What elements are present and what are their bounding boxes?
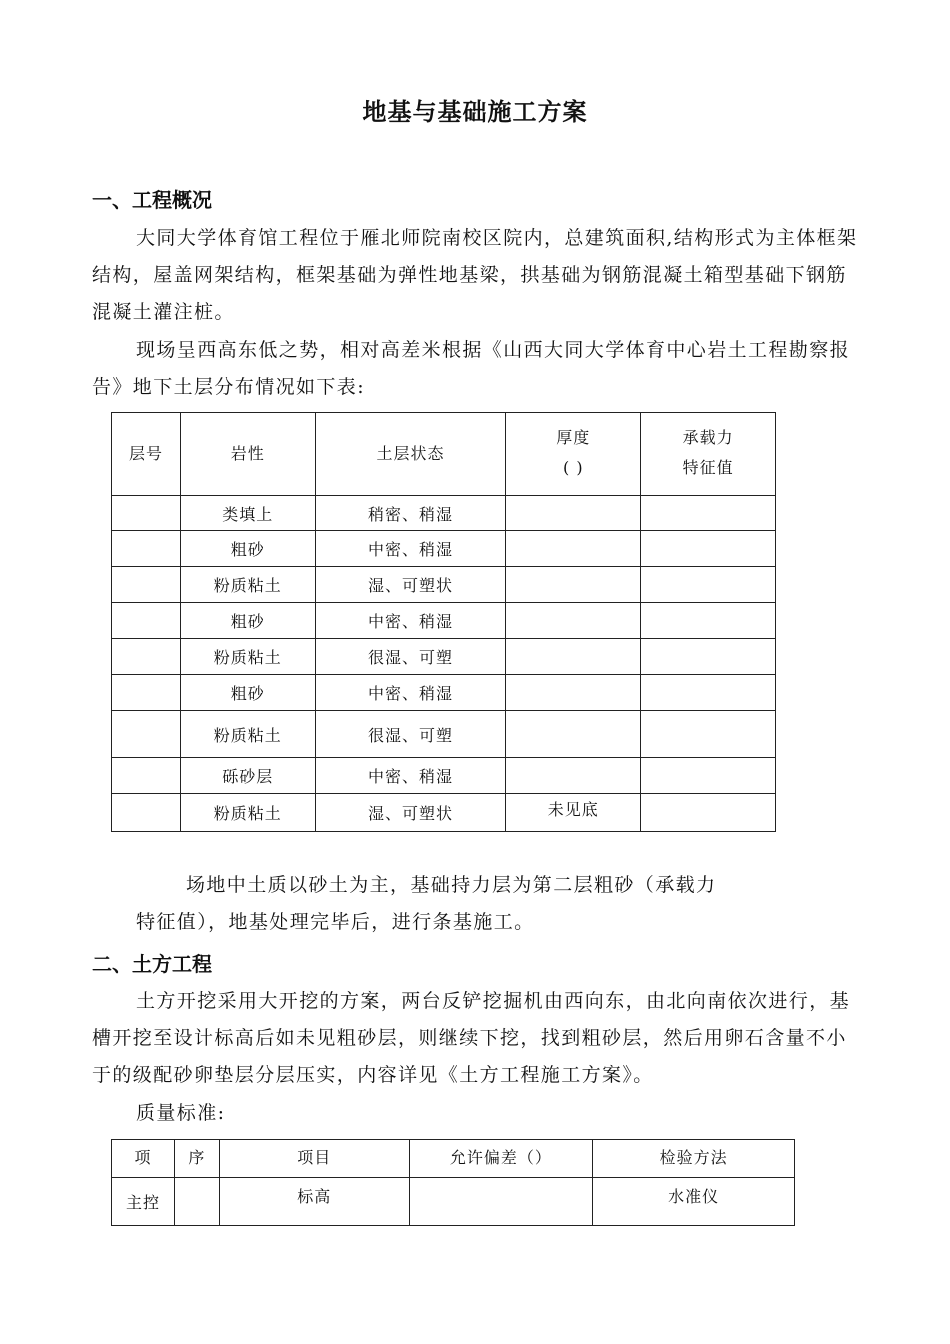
cell-lithology: 粉质粘土: [180, 567, 315, 603]
cell-bearing: [641, 603, 776, 639]
table-row: [112, 603, 776, 639]
header-thickness: [506, 413, 641, 496]
table-row: [112, 675, 776, 711]
cell-sequence: [174, 1178, 219, 1226]
cell-thickness: [506, 496, 641, 531]
cell-state: 湿、可塑状: [315, 567, 506, 603]
cell-tolerance: [409, 1178, 593, 1226]
table-row: [112, 794, 776, 832]
cell-state: 中密、稍湿: [315, 603, 506, 639]
overview-paragraph-3-line-2: 特征值），地基处理完毕后，进行条基施工。: [136, 911, 535, 933]
cell-bearing: [641, 675, 776, 711]
table-row: [112, 1178, 795, 1226]
cell-thickness: [506, 567, 641, 603]
soil-table-header-row: [112, 413, 776, 496]
cell-layer: [112, 758, 181, 794]
cell-item: 标高: [219, 1178, 409, 1226]
cell-layer: [112, 639, 181, 675]
header-bearing-capacity: [641, 413, 776, 496]
cell-bearing: [641, 711, 776, 758]
quality-standard-table: [111, 1139, 795, 1226]
cell-state: 中密、稍湿: [315, 531, 506, 567]
cell-state: 中密、稍湿: [315, 675, 506, 711]
header-lithology: 岩性: [180, 413, 315, 496]
overview-paragraph-3-line-1: 场地中土质以砂土为主，基础持力层为第二层粗砂（承载力: [186, 874, 717, 896]
cell-thickness: 未见底: [506, 794, 641, 832]
cell-state: 很湿、可塑: [315, 711, 506, 758]
table-row: [112, 639, 776, 675]
document-title: 地基与基础施工方案: [362, 97, 588, 126]
cell-lithology: 砾砂层: [180, 758, 315, 794]
cell-bearing: [641, 567, 776, 603]
cell-layer: [112, 603, 181, 639]
soil-layer-table: [111, 412, 776, 832]
overview-paragraph-2: 现场呈西高东低之势，相对高差米根据《山西大同大学体育中心岩土工程勘察报告》地下土层分布情况如下表:: [92, 339, 851, 398]
header-thickness-label: 厚度: [556, 428, 591, 447]
cell-thickness: [506, 531, 641, 567]
cell-layer: [112, 531, 181, 567]
cell-state: 很湿、可塑: [315, 639, 506, 675]
cell-thickness: [506, 675, 641, 711]
cell-thickness: [506, 758, 641, 794]
cell-lithology: 类填上: [180, 496, 315, 531]
earthwork-paragraph-1: 土方开挖采用大开挖的方案，两台反铲挖掘机由西向东，由北向南依次进行，基槽开挖至设计标高后如未见粗砂层，则继续下挖，找到粗砂层，然后用卵石含量不小于的级配砂卵垫层分层压实，内容详见《土方工程施工方案》。: [92, 990, 851, 1086]
cell-layer: [112, 794, 181, 832]
cell-lithology: 粉质粘土: [180, 794, 315, 832]
cell-bearing: [641, 531, 776, 567]
header-bearing-label: 承载力: [682, 428, 734, 447]
header-item: 项目: [219, 1140, 409, 1178]
cell-bearing: [641, 496, 776, 531]
cell-lithology: 粉质粘土: [180, 639, 315, 675]
table-row: [112, 711, 776, 758]
header-item-category: 项: [112, 1140, 175, 1178]
cell-layer: [112, 496, 181, 531]
cell-thickness: [506, 711, 641, 758]
header-sequence: 序: [174, 1140, 219, 1178]
table-row: [112, 567, 776, 603]
section-heading-overview: 一、工程概况: [92, 188, 212, 212]
cell-thickness: [506, 603, 641, 639]
cell-lithology: 粉质粘土: [180, 711, 315, 758]
cell-layer: [112, 567, 181, 603]
cell-state: 湿、可塑状: [315, 794, 506, 832]
cell-lithology: 粗砂: [180, 603, 315, 639]
header-bearing-subtitle: 特征值: [682, 458, 734, 477]
cell-category: 主控: [112, 1178, 175, 1226]
cell-bearing: [641, 639, 776, 675]
cell-bearing: [641, 758, 776, 794]
cell-layer: [112, 675, 181, 711]
table-row: [112, 758, 776, 794]
cell-thickness: [506, 639, 641, 675]
table-row: [112, 531, 776, 567]
section-heading-earthwork: 二、土方工程: [92, 952, 212, 976]
quality-standard-label: 质量标准:: [136, 1102, 226, 1124]
header-tolerance: 允许偏差（）: [409, 1140, 593, 1178]
header-inspection-method: 检验方法: [593, 1140, 795, 1178]
cell-lithology: 粗砂: [180, 675, 315, 711]
header-layer-no: 层号: [112, 413, 181, 496]
overview-paragraph-1: 大同大学体育馆工程位于雁北师院南校区院内，总建筑面积,结构形式为主体框架结构，屋盖网架结构，框架基础为弹性地基梁，拱基础为钢筋混凝土箱型基础下钢筋混凝土灌注桩。: [92, 227, 858, 323]
cell-layer: [112, 711, 181, 758]
cell-state: 中密、稍湿: [315, 758, 506, 794]
cell-state: 稍密、稍湿: [315, 496, 506, 531]
table-row: [112, 496, 776, 531]
header-thickness-unit: ( ): [563, 458, 584, 477]
quality-table-header-row: [112, 1140, 795, 1178]
cell-bearing: [641, 794, 776, 832]
header-soil-state: 土层状态: [315, 413, 506, 496]
cell-lithology: 粗砂: [180, 531, 315, 567]
cell-method: 水准仪: [593, 1178, 795, 1226]
